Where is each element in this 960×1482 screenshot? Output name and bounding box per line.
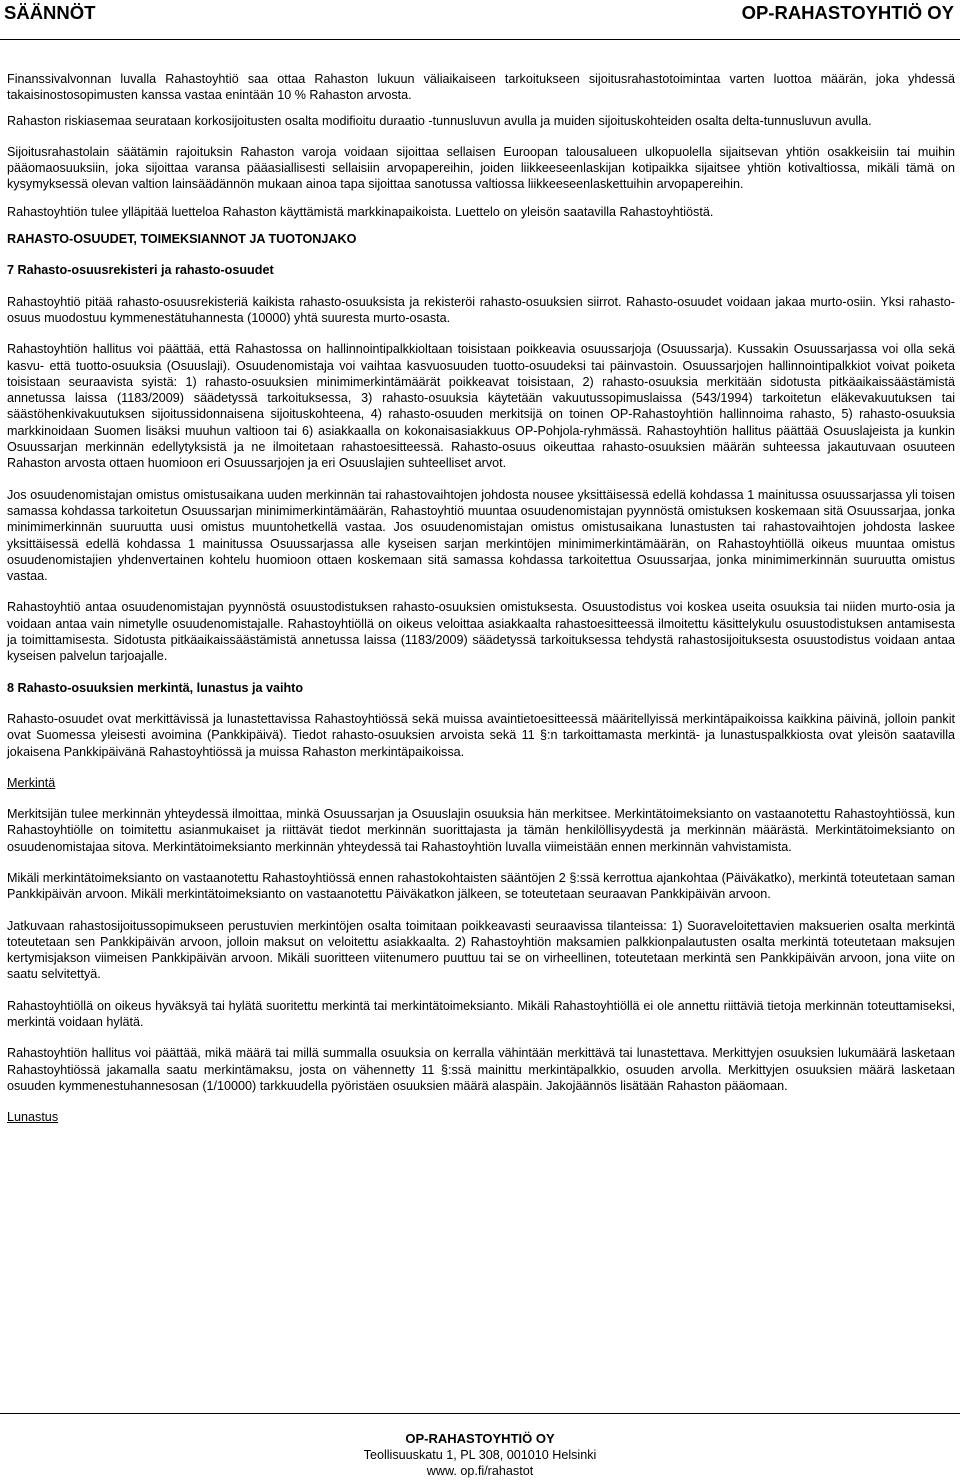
page-footer xyxy=(0,1413,960,1482)
article-7-heading: 7 Rahasto-osuusrekisteri ja rahasto-osuudet xyxy=(7,263,274,278)
header-divider xyxy=(0,39,960,40)
paragraph-unit-series: Rahastoyhtiön hallitus voi päättää, että Rahastossa on hallinnointipalkkioltaan toisistaan poikkeavia osuussarjoja (Osuussarja). Kussakin Osuussarjassa voi olla sekä kasvu- että tuotto-osuuksia (Osuuslaji). Osuudenomistaja voi vaihtaa kasvuosuuden tuotto-osuudeksi tai päinvastoin. Osuussarjojen hallinnointipalkkiot voivat poiketa toisistaan seuraavista syistä: 1) rahasto-osuuksien minimimerkintämäärät poikkeavat toisistaan, 2) rahasto-osuuksia merkitään sidotusta pitkäaikaissäästämistä annetussa laissa (1183/2009) säädetyssä tarkoituksessa, 3) rahasto-osuuksia käytetään vakuutussopimuslaissa (543/1994) tarkoitetun eläkevakuutuksen tai säästöhenkivakuutuksen sijoitussidonnaisena sijoituskohteena, 4) rahasto-osuuden merkitsijä on toinen OP-Rahastoyhtiön hallinnoima rahasto, 5) rahasto-osuuksia markkinoidaan Suomen lisäksi muuhun valtioon tai 6) asiakkaalla on kokonaisasiakkuus OP-Pohjola-ryhmässä. Rahastoyhtiön hallitus päättää Osuuslajeista ja kunkin Osuussarjan merkinnän edellytyksistä ja ne ilmoitetaan rahastoesitteessä. Rahasto-osuus oikeuttaa rahasto-osuuksien määrän suhteessa jakautuvaan osuuteen Rahaston arvosta ottaen huomioon eri Osuussarjojen ja eri Osuuslajien suhteelliset arvot. xyxy=(7,342,955,471)
document-body xyxy=(7,71,955,1141)
paragraph-investment-restrictions: Sijoitusrahastolain säätämin rajoituksin Rahaston varoja voidaan sijoittaa sellaisen Euroopan talousalueen ulkopuolella sijaitsevan yhtiön osakkeisiin tai muihin pääomaosuuksiin, joka sijoittaa varansa pääasiallisesti sellaisiin arvopapereihin, joiden liikkeeseenlaskijan kotipaikka sijaitsee yhtiön kotivaltiossa, mikäli tämä on kysymyksessä olevan valtion lainsäädännön mukaan ainoa tapa sijoittaa sanotussa valtiossa liikkeeseenlaskettuihin arvopapereihin. xyxy=(7,144,955,192)
paragraph-series-conversion: Jos osuudenomistajan omistus omistusaikana uuden merkinnän tai rahastovaihtojen johdosta nousee yksittäisessä edellä kohdassa 1 mainitussa osuussarjassa yli toisen samassa kohdassa tarkoitetun Osuussarjan minimimerkintämäärän, Rahastoyhtiö muuntaa osuudenomistajan pyynnöstä omistuksen koskemaan sitä Osuussarjaa, jonka minimimerkinnän suuruutta uusi omistus muuntohetkellä vastaa. Jos osuudenomistajan omistus omistusaikana lunastusten tai rahastovaihtojen johdosta laskee yksittäisessä edellä kohdassa 1 mainitussa Osuussarjassa alle kyseisen sarjan merkintöjen minimimerkintämäärän, on Rahastoyhtiöllä oikeus muuntaa omistus osuudenomistajien yhdenvertainen kohtelu huomioon ottaen koskemaan sitä samassa kohdassa tarkoitettua Osuussarjaa, jonka minimimerkinnän suuruutta omistus vastaa. xyxy=(7,487,955,584)
document-type-label: SÄÄNNÖT xyxy=(4,2,96,23)
paragraph-risk-monitoring: Rahaston riskiasemaa seurataan korkosijoitusten osalta modifioitu duraatio -tunnusluvun avulla ja muiden sijoituskohteiden osalta delta-tunnusluvun avulla. xyxy=(7,113,872,128)
paragraph-market-list: Rahastoyhtiön tulee ylläpitää luetteloa Rahaston käyttämistä markkinapaikoista. Luettelo on yleisön saatavilla Rahastoyhtiöstä. xyxy=(7,204,714,219)
section-heading: RAHASTO-OSUUDET, TOIMEKSIANNOT JA TUOTONJAKO xyxy=(7,232,357,247)
paragraph-subscription-places: Rahasto-osuudet ovat merkittävissä ja lunastettavissa Rahastoyhtiössä sekä muissa avaintietoesitteessä määritellyissä merkintäpaikoissa kaikkina päivinä, jolloin pankit ovat Suomessa yleisesti avoimina (Pankkipäivä). Tiedot rahasto-osuuksien arvoista sekä 11 §:n tarkoittamasta merkintä- ja lunastuspalkkiosta ovat yleisön saatavilla jokaisena Pankkipäivänä Rahastoyhtiössä ja muissa Rahaston merkintäpaikoissa. xyxy=(7,711,955,759)
footer-address: Teollisuuskatu 1, PL 308, 001010 Helsinki xyxy=(363,1448,597,1462)
paragraph-unit-register: Rahastoyhtiö pitää rahasto-osuusrekisteriä kaikista rahasto-osuuksista ja rekisteröi rahasto-osuuksien siirrot. Rahasto-osuudet voidaan jakaa murto-osiin. Yksi rahasto-osuus muodostuu kymmenestätuhannesta (10000) yhtä suuresta murto-osasta. xyxy=(7,294,955,325)
paragraph-minimum-amounts: Rahastoyhtiön hallitus voi päättää, mikä määrä tai millä summalla osuuksia on kerralla vähintään merkittävä tai lunastettava. Merkittyjen osuuksien lukumäärä lasketaan Rahastoyhtiössä jakamalla saatu merkintämaksu, josta on vähennetty 11 §:ssä mainittu merkintäpalkkio, osuuden arvolla. Merkittyjen osuuksien määrä lasketaan osuuden kymmenestuhannesosan (1/10000) tarkkuudella pyöristäen osuuksien määrä alaspäin. Jakojäännös lisätään Rahaston pääomaan. xyxy=(7,1046,955,1093)
subheading-lunastus: Lunastus xyxy=(7,1110,59,1125)
paragraph-subscription-order: Merkitsijän tulee merkinnän yhteydessä ilmoittaa, minkä Osuussarjan ja Osuuslajin osuuksia hän merkitsee. Merkintätoimeksianto on vastaanotettu Rahastoyhtiössä, kun Rahastoyhtiölle on toimitettu asianmukaiset ja riittävät tiedot merkinnän suorittajasta ja tämän henkilöllisyydestä ja merkinnän määrästä. Merkintätoimeksianto on osuudenomistajaa sitova. Merkintätoimeksianto merkinnän yhteydessä tai Rahastoyhtiön luvalla viimeistään ennen merkinnän vahvistamista. xyxy=(7,807,955,854)
paragraph-unit-certificate: Rahastoyhtiö antaa osuudenomistajan pyynnöstä osuustodistuksen rahasto-osuuksien omistuksesta. Osuustodistus voi koskea useita osuuksia tai niiden murto-osia ja voidaan antaa vain nimetylle osuudenomistajalle. Rahastoyhtiöllä on oikeus veloittaa asiakkaalta rahastoesitteessä ilmoitettu käsittelykulu osuustodistuksen antamisesta ja toimittamisesta. Sidotusta pitkäaikaissäästämistä annetussa laissa (1183/2009) säädetyssä tarkoituksessa tehdystä rahastosijoituksesta osuustodistus voidaan antaa kyseisen palvelun tarjoajalle. xyxy=(7,600,955,664)
page-header xyxy=(0,0,960,40)
article-8-heading: 8 Rahasto-osuuksien merkintä, lunastus ja vaihto xyxy=(7,680,304,695)
paragraph-credit: Finanssivalvonnan luvalla Rahastoyhtiö saa ottaa Rahaston lukuun väliaikaiseen tarkoitukseen sijoitusrahastotoimintaa varten luottoa määrän, joka yhdessä takaisinostosopimusten kanssa vastaa enintään 10 % Rahaston arvosta. xyxy=(7,72,955,103)
company-name-header: OP-RAHASTOYHTIÖ OY xyxy=(741,2,954,23)
footer-website: www. op.fi/rahastot xyxy=(426,1464,534,1478)
subheading-merkinta: Merkintä xyxy=(7,775,56,790)
footer-company-name: OP-RAHASTOYHTIÖ OY xyxy=(405,1431,555,1446)
paragraph-continuous-savings: Jatkuvaan rahastosijoitussopimukseen perustuvien merkintöjen osalta toimitaan poikkeavasti seuraavissa tilanteissa: 1) Suoraveloitettavien maksuerien osalta merkintä toteutetaan sen Pankkipäivän arvoon, jolloin maksut on veloitettu asiakkaalta. 2) Rahastoyhtiön maksamien palkkionpalautusten osalta merkintä toteutetaan maksujen kertymisjakson viimeisen Pankkipäivän arvoon. Mikäli suoritteen viitenumero puuttuu tai se on virheellinen, toteutetaan merkintä sen Pankkipäivän arvoon, jona viite on saatu selvitettyä. xyxy=(7,918,955,982)
footer-divider xyxy=(0,1413,960,1414)
paragraph-cutoff: Mikäli merkintätoimeksianto on vastaanotettu Rahastoyhtiössä ennen rahastokohtaisten sääntöjen 2 §:ssä kerrottua ajankohtaa (Päiväkatko), merkintä toteutetaan saman Pankkipäivän arvoon. Mikäli merkintätoimeksianto on vastaanotettu Päiväkatkon jälkeen, se toteutetaan seuraavan Pankkipäivän arvoon. xyxy=(7,870,955,902)
paragraph-accept-reject: Rahastoyhtiöllä on oikeus hyväksyä tai hylätä suoritettu merkintä tai merkintätoimeksianto. Mikäli Rahastoyhtiöllä ei ole annettu riittäviä tietoja merkinnän toteuttamiseksi, merkintä voidaan hylätä. xyxy=(7,998,955,1030)
